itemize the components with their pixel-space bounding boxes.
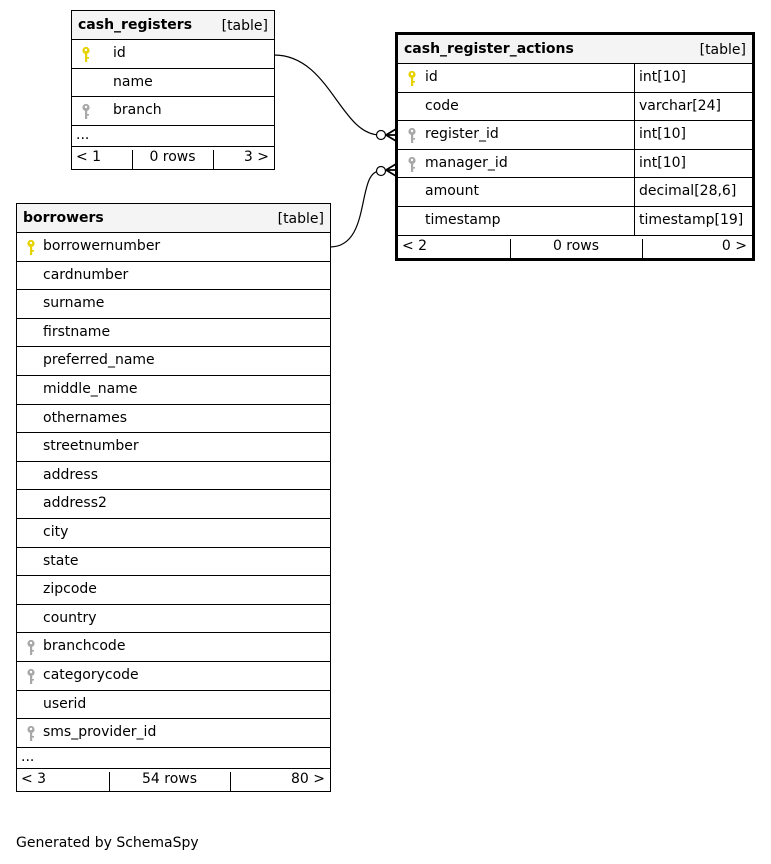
column-name: city (43, 523, 69, 540)
table-name[interactable]: borrowers (23, 210, 104, 226)
column-name: surname (43, 295, 105, 312)
column-name: othernames (43, 409, 128, 426)
column-row[interactable] (17, 376, 330, 405)
relation-borrowers-to-manager-id (330, 171, 380, 247)
table-footer (72, 147, 274, 169)
column-name: branch (113, 102, 162, 119)
column-name: firstname (43, 323, 111, 340)
column-row[interactable] (72, 69, 274, 98)
row-count: 54 rows (141, 770, 198, 787)
table-name[interactable]: cash_register_actions (404, 41, 574, 57)
children-count[interactable]: 80 > (291, 770, 325, 787)
column-row[interactable] (398, 64, 752, 93)
row-count: 0 rows (552, 237, 600, 254)
column-name: country (43, 609, 97, 626)
column-name: manager_id (425, 154, 508, 171)
column-row[interactable] (72, 97, 274, 126)
parents-count[interactable]: < 2 (402, 237, 428, 254)
column-row[interactable] (398, 93, 752, 122)
column-row[interactable] (398, 150, 752, 179)
generated-by-note: Generated by SchemaSpy (16, 835, 199, 851)
column-row[interactable] (398, 178, 752, 207)
column-type: int[10] (634, 150, 752, 178)
table-header[interactable] (398, 35, 752, 64)
row-count: 0 rows (149, 148, 196, 165)
column-name: cardnumber (43, 266, 129, 283)
column-name: state (43, 552, 79, 569)
primary-key-icon (81, 46, 91, 63)
column-name: branchcode (43, 638, 126, 655)
foreign-key-icon (407, 156, 417, 173)
column-name: address (43, 466, 99, 483)
column-row[interactable] (398, 121, 752, 150)
column-row[interactable] (17, 662, 330, 691)
relation-cash-registers-to-register-id (274, 55, 380, 135)
table-cash-register-actions[interactable] (395, 32, 755, 261)
column-row[interactable] (72, 40, 274, 69)
column-name: preferred_name (43, 352, 155, 369)
table-borrowers[interactable] (16, 203, 331, 792)
foreign-key-icon (407, 127, 417, 144)
column-type: int[10] (634, 64, 752, 92)
table-header[interactable] (17, 204, 330, 233)
relation-manager-id-optional-marker (377, 167, 386, 176)
column-row[interactable] (17, 490, 330, 519)
parents-count[interactable]: < 3 (21, 770, 47, 787)
column-row[interactable] (398, 207, 752, 236)
column-name: middle_name (43, 380, 138, 397)
column-name: register_id (425, 126, 499, 143)
column-row[interactable] (17, 691, 330, 720)
column-row[interactable] (17, 719, 330, 748)
column-name: zipcode (43, 581, 97, 598)
more-columns: ... (72, 126, 274, 147)
column-row[interactable] (17, 462, 330, 491)
column-name: id (425, 69, 438, 85)
table-kind: [table] (277, 211, 324, 227)
column-row[interactable] (17, 405, 330, 434)
more-columns: ... (17, 748, 330, 769)
column-name: name (113, 73, 153, 90)
relation-register-id-optional-marker (377, 131, 386, 140)
parents-count[interactable]: < 1 (76, 148, 102, 165)
column-row[interactable] (17, 233, 330, 262)
column-row[interactable] (17, 319, 330, 348)
column-name: code (425, 97, 459, 114)
column-row[interactable] (17, 347, 330, 376)
table-cash-registers[interactable] (71, 10, 275, 170)
table-footer (398, 236, 752, 258)
column-type: int[10] (634, 121, 752, 149)
foreign-key-icon (26, 725, 36, 742)
column-row[interactable] (17, 433, 330, 462)
column-row[interactable] (17, 519, 330, 548)
primary-key-icon (26, 239, 36, 256)
column-name: categorycode (43, 666, 139, 683)
primary-key-icon (407, 70, 417, 87)
foreign-key-icon (26, 639, 36, 656)
column-name: userid (43, 695, 87, 712)
table-footer (17, 769, 330, 791)
column-row[interactable] (17, 548, 330, 577)
table-kind: [table] (699, 42, 746, 58)
column-name: streetnumber (43, 438, 139, 455)
column-name: sms_provider_id (43, 724, 157, 741)
column-row[interactable] (17, 262, 330, 291)
children-count[interactable]: 0 > (721, 237, 747, 254)
column-row[interactable] (17, 576, 330, 605)
children-count[interactable]: 3 > (243, 148, 269, 165)
foreign-key-icon (26, 668, 36, 685)
column-name: id (113, 45, 126, 61)
foreign-key-icon (81, 103, 91, 120)
column-type: timestamp[19] (634, 207, 752, 235)
column-type: decimal[28,6] (634, 178, 752, 206)
table-kind: [table] (221, 18, 268, 34)
column-row[interactable] (17, 290, 330, 319)
column-row[interactable] (17, 605, 330, 634)
table-header[interactable] (72, 11, 274, 40)
column-name: amount (425, 183, 480, 200)
column-type: varchar[24] (634, 93, 752, 121)
column-name: address2 (43, 495, 107, 512)
column-name: borrowernumber (43, 238, 161, 254)
column-name: timestamp (425, 211, 501, 228)
table-name[interactable]: cash_registers (78, 17, 193, 33)
column-row[interactable] (17, 633, 330, 662)
